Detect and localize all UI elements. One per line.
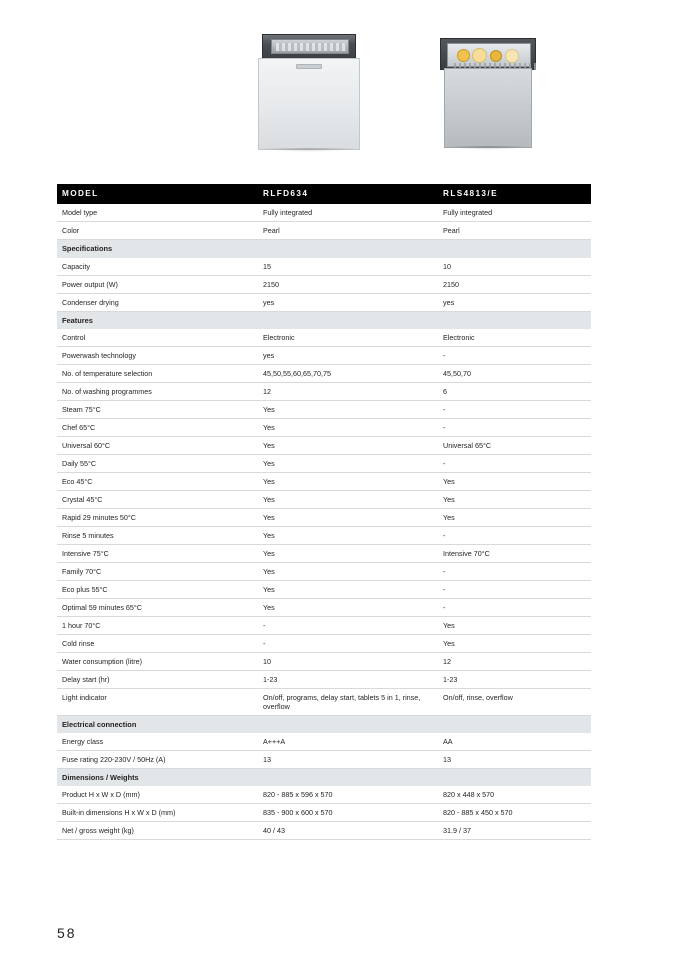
row-value-model-a: 835 - 900 x 600 x 570 — [257, 804, 437, 822]
table-row — [57, 562, 591, 580]
header-cell-label: MODEL — [57, 184, 257, 204]
table-row — [57, 454, 591, 472]
table-body — [57, 184, 591, 840]
row-label: Control — [57, 329, 257, 347]
dishwasher-control-panel — [262, 34, 356, 60]
row-label: Color — [57, 222, 257, 240]
row-value-model-a: 10 — [257, 652, 437, 670]
table-row — [57, 472, 591, 490]
row-label: 1 hour 70°C — [57, 616, 257, 634]
row-value-model-b: AA — [437, 733, 591, 751]
row-value-model-b: 6 — [437, 382, 591, 400]
row-label: Product H x W x D (mm) — [57, 786, 257, 804]
row-value-model-b: - — [437, 454, 591, 472]
table-row — [57, 490, 591, 508]
row-value-model-b: Yes — [437, 634, 591, 652]
row-label: Eco 45°C — [57, 472, 257, 490]
row-label: Model type — [57, 204, 257, 222]
row-value-model-b: - — [437, 562, 591, 580]
row-label: No. of temperature selection — [57, 364, 257, 382]
dishwasher-basket-detail — [271, 39, 349, 54]
row-value-model-a: Pearl — [257, 222, 437, 240]
row-label: Light indicator — [57, 688, 257, 715]
plate-icon — [505, 49, 519, 63]
table-row — [57, 526, 591, 544]
table-row — [57, 293, 591, 311]
row-value-model-b: 31.9 / 37 — [437, 822, 591, 840]
row-value-model-a: 40 / 43 — [257, 822, 437, 840]
product-shadow — [446, 146, 530, 150]
table-section-row — [57, 311, 591, 329]
row-label: Powerwash technology — [57, 346, 257, 364]
page-number: 58 — [57, 925, 77, 941]
row-value-model-b: 2150 — [437, 275, 591, 293]
row-value-model-a: Yes — [257, 562, 437, 580]
row-value-model-b: - — [437, 346, 591, 364]
table-row — [57, 329, 591, 347]
specification-table — [57, 184, 591, 840]
dishwasher-cavity — [447, 43, 531, 67]
row-label: Family 70°C — [57, 562, 257, 580]
row-label: Chef 65°C — [57, 418, 257, 436]
row-value-model-b: - — [437, 526, 591, 544]
row-label: No. of washing programmes — [57, 382, 257, 400]
row-value-model-b: - — [437, 580, 591, 598]
table-section-row — [57, 715, 591, 733]
table-row — [57, 418, 591, 436]
row-value-model-a: Yes — [257, 598, 437, 616]
dishwasher-handle — [296, 64, 322, 69]
product-image-fully-integrated-dishwasher — [256, 18, 362, 150]
table-row — [57, 822, 591, 840]
row-value-model-b: Intensive 70°C — [437, 544, 591, 562]
row-value-model-a: Yes — [257, 526, 437, 544]
table-row — [57, 508, 591, 526]
row-value-model-a: 2150 — [257, 275, 437, 293]
table-section-row — [57, 769, 591, 787]
row-value-model-a: 15 — [257, 258, 437, 276]
row-value-model-a: 45,50,55,60,65,70,75 — [257, 364, 437, 382]
row-value-model-a: A+++A — [257, 733, 437, 751]
row-label: Optimal 59 minutes 65°C — [57, 598, 257, 616]
row-label: Capacity — [57, 258, 257, 276]
table-row — [57, 222, 591, 240]
row-label: Power output (W) — [57, 275, 257, 293]
row-value-model-b: - — [437, 418, 591, 436]
row-value-model-a: Yes — [257, 490, 437, 508]
row-value-model-b: Electronic — [437, 329, 591, 347]
row-label: Crystal 45°C — [57, 490, 257, 508]
row-value-model-a: Yes — [257, 580, 437, 598]
dishwasher-door-panel — [258, 58, 360, 150]
row-label: Rinse 5 minutes — [57, 526, 257, 544]
row-value-model-a: Yes — [257, 472, 437, 490]
table-row — [57, 544, 591, 562]
row-value-model-b: 12 — [437, 652, 591, 670]
row-value-model-a: Yes — [257, 400, 437, 418]
row-value-model-a: yes — [257, 293, 437, 311]
row-value-model-a: Fully integrated — [257, 204, 437, 222]
row-label: Energy class — [57, 733, 257, 751]
row-value-model-a: 820 - 885 x 596 x 570 — [257, 786, 437, 804]
row-value-model-b: Universal 65°C — [437, 436, 591, 454]
row-value-model-b: 13 — [437, 751, 591, 769]
row-value-model-b: On/off, rinse, overflow — [437, 688, 591, 715]
row-value-model-b: 1-23 — [437, 670, 591, 688]
table-row — [57, 733, 591, 751]
table-row — [57, 670, 591, 688]
product-image-slimline-dishwasher — [440, 18, 536, 148]
row-value-model-b: 820 - 885 x 450 x 570 — [437, 804, 591, 822]
row-value-model-a: - — [257, 634, 437, 652]
product-images — [0, 18, 679, 168]
table-row — [57, 616, 591, 634]
dishwasher-open-top — [440, 38, 536, 70]
row-label: Fuse rating 220-230V / 50Hz (A) — [57, 751, 257, 769]
row-label: Built-in dimensions H x W x D (mm) — [57, 804, 257, 822]
row-value-model-b: - — [437, 400, 591, 418]
row-value-model-b: 820 x 448 x 570 — [437, 786, 591, 804]
table-row — [57, 400, 591, 418]
row-label: Water consumption (litre) — [57, 652, 257, 670]
table-row — [57, 652, 591, 670]
row-value-model-b: Pearl — [437, 222, 591, 240]
plate-icon — [457, 49, 470, 62]
table-row — [57, 258, 591, 276]
header-cell-model-a: RLFD634 — [257, 184, 437, 204]
table-row — [57, 364, 591, 382]
row-label: Delay start (hr) — [57, 670, 257, 688]
row-value-model-b: Yes — [437, 508, 591, 526]
section-title: Dimensions / Weights — [57, 769, 591, 787]
row-value-model-b: Fully integrated — [437, 204, 591, 222]
table-row — [57, 634, 591, 652]
row-value-model-a: Yes — [257, 454, 437, 472]
row-value-model-a: 12 — [257, 382, 437, 400]
row-label: Eco plus 55°C — [57, 580, 257, 598]
plate-icon — [490, 50, 502, 62]
table-row — [57, 204, 591, 222]
row-label: Rapid 29 minutes 50°C — [57, 508, 257, 526]
row-value-model-a: 13 — [257, 751, 437, 769]
table-row — [57, 804, 591, 822]
table-row — [57, 346, 591, 364]
row-label: Net / gross weight (kg) — [57, 822, 257, 840]
row-label: Condenser drying — [57, 293, 257, 311]
plate-icon — [472, 48, 487, 63]
table-row — [57, 275, 591, 293]
row-label: Steam 75°C — [57, 400, 257, 418]
row-value-model-a: yes — [257, 346, 437, 364]
table-row — [57, 382, 591, 400]
section-title: Specifications — [57, 240, 591, 258]
section-title: Features — [57, 311, 591, 329]
row-label: Daily 55°C — [57, 454, 257, 472]
row-value-model-b: yes — [437, 293, 591, 311]
row-label: Universal 60°C — [57, 436, 257, 454]
table-row — [57, 598, 591, 616]
table-row — [57, 786, 591, 804]
table-row — [57, 436, 591, 454]
row-value-model-b: 45,50,70 — [437, 364, 591, 382]
section-title: Electrical connection — [57, 715, 591, 733]
row-value-model-a: Yes — [257, 418, 437, 436]
table-row — [57, 688, 591, 715]
row-value-model-a: On/off, programs, delay start, tablets 5 in 1, rinse, overflow — [257, 688, 437, 715]
row-value-model-b: Yes — [437, 616, 591, 634]
row-value-model-b: Yes — [437, 490, 591, 508]
row-value-model-a: Yes — [257, 544, 437, 562]
row-value-model-b: Yes — [437, 472, 591, 490]
row-value-model-a: 1-23 — [257, 670, 437, 688]
row-value-model-b: 10 — [437, 258, 591, 276]
row-value-model-a: Yes — [257, 508, 437, 526]
table-header-row — [57, 184, 591, 204]
row-value-model-a: Yes — [257, 436, 437, 454]
row-label: Cold rinse — [57, 634, 257, 652]
row-value-model-a: - — [257, 616, 437, 634]
table-row — [57, 751, 591, 769]
header-cell-model-b: RLS4813/E — [437, 184, 591, 204]
product-shadow — [260, 148, 358, 152]
table-section-row — [57, 240, 591, 258]
dishwasher-door-panel — [444, 68, 532, 148]
row-label: Intensive 75°C — [57, 544, 257, 562]
row-value-model-b: - — [437, 598, 591, 616]
row-value-model-a: Electronic — [257, 329, 437, 347]
table-row — [57, 580, 591, 598]
